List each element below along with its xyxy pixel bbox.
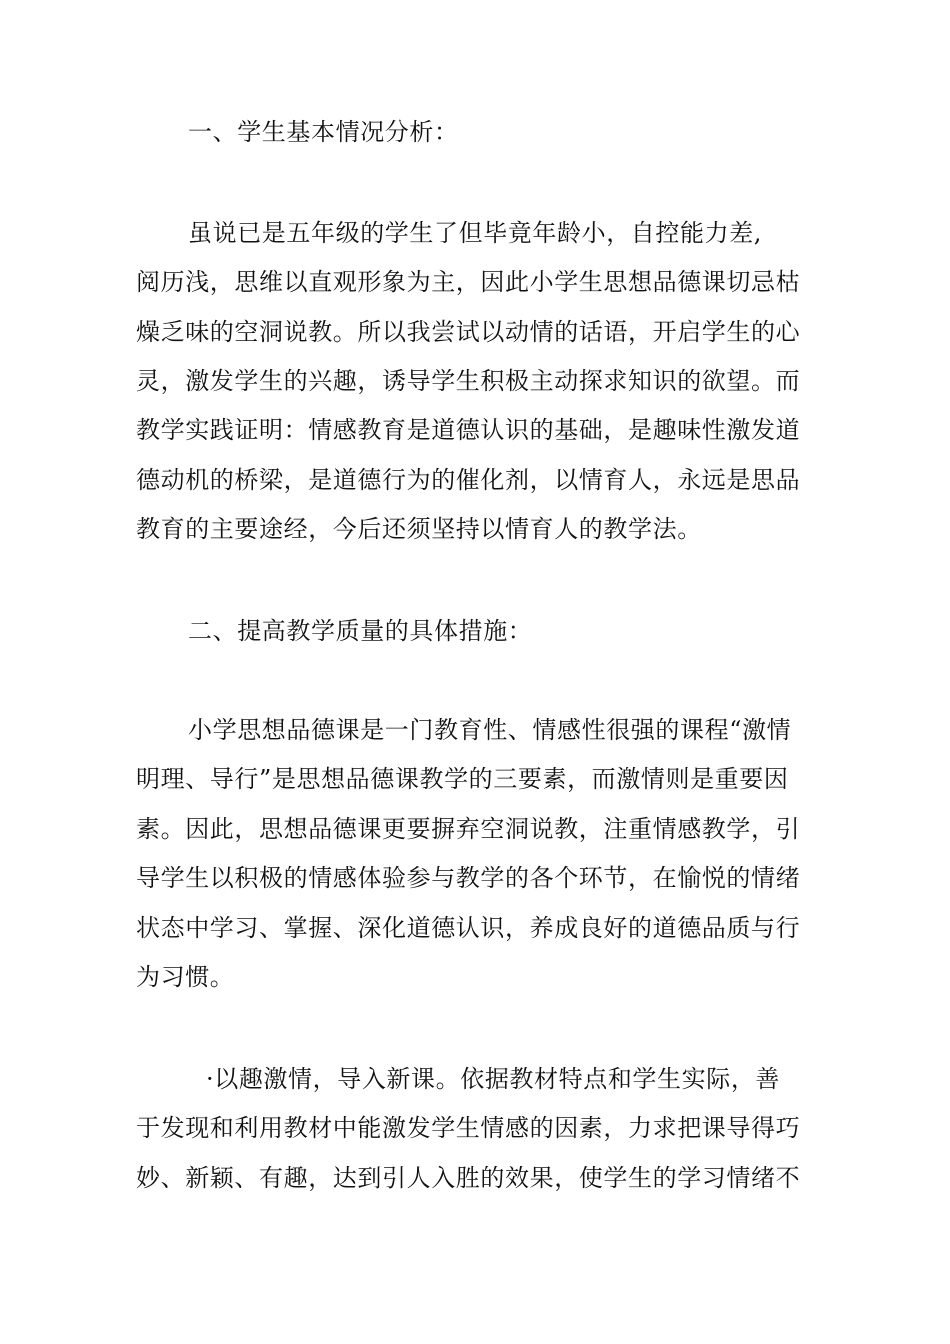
paragraph-3-line-2: 于发现和利用教材中能激发学生情感的因素，力求把课导得巧	[136, 1114, 801, 1142]
paragraph-2-line-2: 明理、导行”是思想品德课教学的三要素，而激情则是重要因	[136, 765, 789, 793]
paragraph-1-line-3: 燥乏味的空洞说教。所以我尝试以动情的话语，开启学生的心	[136, 318, 801, 346]
paragraph-2-line-1: 小学思想品德课是一门教育性、情感性很强的课程“激情	[188, 716, 792, 744]
paragraph-3-line-1: ·以趣激情，导入新课。依据教材特点和学生实际，善	[206, 1065, 781, 1093]
section-heading-2: 二、提高教学质量的具体措施：	[188, 617, 533, 645]
paragraph-2-line-3: 素。因此，思想品德课更要摒弃空洞说教，注重情感教学，引	[136, 815, 801, 843]
paragraph-2-line-4: 导学生以积极的情感体验参与教学的各个环节，在愉悦的情绪	[136, 864, 801, 892]
paragraph-1-line-6: 德动机的桥梁，是道德行为的催化剂，以情育人，永远是思品	[136, 466, 801, 494]
paragraph-3-line-3: 妙、新颖、有趣，达到引人入胜的效果，使学生的学习情绪不	[136, 1164, 801, 1192]
section-heading-1: 一、学生基本情况分析：	[188, 118, 459, 146]
paragraph-1-line-2: 阅历浅，思维以直观形象为主，因此小学生思想品德课切忌枯	[136, 268, 801, 296]
paragraph-2-line-5: 状态中学习、掌握、深化道德认识，养成良好的道德品质与行	[136, 914, 801, 942]
paragraph-1-line-5: 教学实践证明：情感教育是道德认识的基础，是趣味性激发道	[136, 416, 801, 444]
paragraph-1-line-1: 虽说已是五年级的学生了但毕竟年龄小，自控能力差,	[188, 219, 763, 247]
paragraph-1-line-4: 灵，激发学生的兴趣，诱导学生积极主动探求知识的欲望。而	[136, 367, 801, 395]
paragraph-1-line-7: 教育的主要途经，今后还须坚持以情育人的教学法。	[136, 515, 702, 543]
paragraph-2-line-6: 为习惯。	[136, 963, 235, 991]
